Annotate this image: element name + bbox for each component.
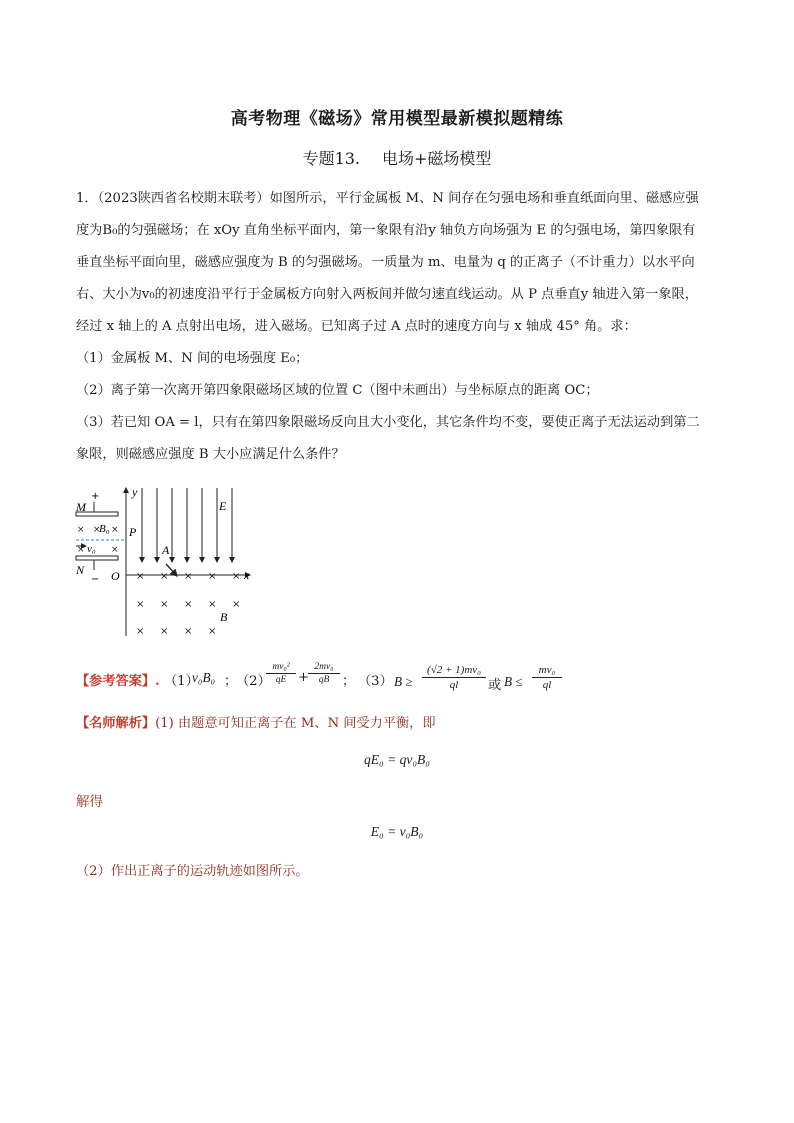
- plate-m-label: M: [76, 500, 86, 514]
- point-p-label: P: [129, 525, 137, 539]
- svg-text:×: ×: [208, 599, 217, 610]
- svg-text:×: ×: [136, 599, 145, 610]
- point-a-label: A: [162, 543, 170, 557]
- problem-line: 右、大小为v₀的初速度沿平行于金属板方向射入两板间并做匀速直线运动。从 P 点垂直y 轴进入第一象限，: [76, 287, 698, 302]
- question-3-cont: 象限，则磁感应强度 B 大小应满足什么条件？: [76, 447, 345, 462]
- question-2: （2）离子第一次离开第四象限磁场区域的位置 C（图中未画出）与坐标原点的距离 OC；: [76, 383, 599, 398]
- question-3: （3）若已知 OA = l，只有在第四象限磁场反向且大小变化，其它条件均不变，要使正离子无法运动到第二: [76, 415, 700, 430]
- topic-name: 电场+磁场模型: [382, 149, 492, 168]
- svg-text:×: ×: [111, 525, 119, 535]
- answer-label: 【参考答案】.: [76, 674, 160, 689]
- svg-text:×: ×: [184, 626, 193, 637]
- x-axis-label: x: [244, 568, 250, 582]
- svg-text:×: ×: [77, 545, 85, 555]
- field-diagram: [74, 484, 260, 640]
- plus-sign: +: [91, 491, 100, 502]
- problem-statement: [76, 183, 726, 471]
- solve-label: 解得: [76, 794, 103, 810]
- svg-text:×: ×: [77, 525, 85, 535]
- problem-line: 垂直坐标平面向里，磁感应强度为 B 的匀强磁场。一质量为 m、电量为 q 的正离子（不计重力）以水平向: [76, 255, 695, 270]
- svg-text:×: ×: [232, 571, 241, 582]
- svg-text:×: ×: [160, 626, 169, 637]
- svg-text:×: ×: [160, 571, 169, 582]
- answer-2-term2: $\frac{\text{2mv₀}}{qB}$: [308, 662, 340, 685]
- problem-line: 度为B₀的匀强磁场；在 xOy 直角坐标平面内，第一象限有沿y 轴负方向场强为 E 的匀强电场，第四象限有: [76, 223, 696, 238]
- answer-3-term1: $\frac{\text{(√2 + 1)mv₀}}{ql}$: [422, 664, 486, 691]
- answer-3-term2: $\frac{\text{mv₀}}{ql}$: [532, 664, 562, 691]
- document-title: 高考物理《磁场》常用模型最新模拟题精练: [230, 109, 564, 129]
- y-axis-label: y: [132, 485, 138, 499]
- equation-1: qE₀ = qv₀B₀: [364, 752, 430, 767]
- svg-text:×: ×: [111, 545, 119, 555]
- document-subtitle: [0, 146, 794, 169]
- equation-2: E₀ = v₀B₀: [370, 824, 424, 839]
- svg-text:×: ×: [184, 599, 193, 610]
- svg-text:×: ×: [136, 626, 145, 637]
- problem-line: 1．（2023陕西省名校期末联考）如图所示，平行金属板 M、N 间存在匀强电场和垂直纸面向里、磁感应强: [76, 191, 699, 206]
- svg-text:×: ×: [160, 599, 169, 610]
- plate-n: [76, 556, 118, 560]
- analysis-step-2: （2）作出正离子的运动轨迹如图所示。: [76, 864, 309, 879]
- v0-label: v₀: [87, 543, 96, 555]
- svg-text:×: ×: [232, 599, 241, 610]
- svg-text:×: ×: [93, 525, 101, 535]
- magnetic-field-crosses: [136, 571, 240, 637]
- question-1: （1）金属板 M、N 间的电场强度 E₀；: [76, 351, 309, 366]
- b0-label: B₀: [99, 523, 110, 535]
- svg-text:×: ×: [208, 571, 217, 582]
- origin-label: O: [111, 569, 120, 583]
- analysis-step-1: (1) 由题意可知正离子在 M、N 间受力平衡，即: [155, 716, 436, 731]
- answer-1: v₀B₀: [192, 670, 216, 685]
- svg-text:×: ×: [208, 626, 217, 637]
- minus-sign: −: [91, 574, 100, 585]
- analysis-label: 【名师解析】: [76, 716, 156, 731]
- svg-text:×: ×: [136, 571, 145, 582]
- b-field-label: B: [220, 610, 228, 624]
- reference-answer: 【参考答案】. （1） v₀B₀ ； （2） $\frac{\text{mv₀²}}{qE}$ + $\frac{\text{2mv₀}}{qB}$ ； （3） B ≥ $\frac{\text{(√2 + 1)mv₀}}{ql}$ 或 B ≤ $\frac{\text{mv₀}}{ql}$: [76, 664, 756, 694]
- e-field-label: E: [219, 499, 227, 513]
- svg-text:×: ×: [184, 571, 193, 582]
- analysis-heading: [76, 712, 436, 731]
- topic-number: 专题13.: [302, 149, 361, 168]
- plate-n-label: N: [76, 563, 85, 577]
- problem-line: 经过 x 轴上的 A 点射出电场，进入磁场。已知离子过 A 点时的速度方向与 x 轴成 45° 角。求：: [76, 319, 637, 334]
- answer-2-term1: $\frac{\text{mv₀²}}{qE}$: [266, 662, 296, 685]
